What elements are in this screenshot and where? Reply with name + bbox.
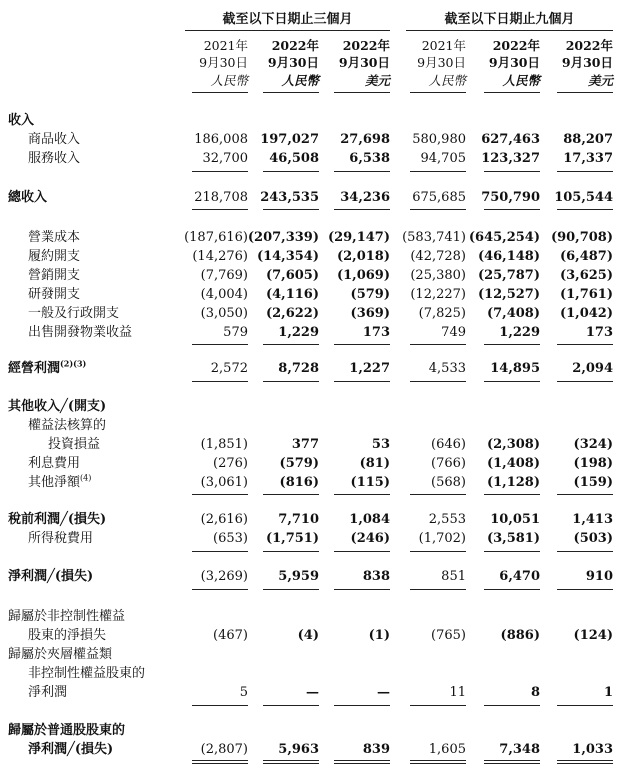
row-label-text: 服務收入	[28, 151, 81, 166]
subtotal-rule	[334, 171, 390, 172]
value-cell: (503)	[573, 531, 613, 546]
value-cell: (7,769)	[200, 268, 248, 283]
row-label-text: 履約開支	[28, 249, 81, 264]
row-label-text: 所得稅費用	[28, 531, 94, 546]
column-header-underline	[410, 92, 466, 93]
row-label-text: 經營利潤	[8, 361, 61, 376]
subtotal-rule	[410, 209, 466, 210]
row-label	[28, 229, 80, 246]
value-cell: (1,042)	[559, 306, 613, 321]
value-cell: 627,463	[481, 132, 540, 147]
value-cell: (766)	[431, 456, 466, 471]
subtotal-rule	[192, 760, 248, 761]
value-cell: (42,728)	[410, 249, 466, 264]
value-cell: (198)	[573, 456, 613, 471]
value-cell: (3,050)	[200, 306, 248, 321]
group-header-three-months: 截至以下日期止三個月	[222, 12, 353, 27]
row-label-text: 淨利潤╱(損失)	[28, 742, 114, 757]
value-cell: (1,702)	[418, 531, 466, 546]
value-cell: (46,148)	[477, 249, 540, 264]
value-cell: (1,408)	[486, 456, 540, 471]
column-header-year: 2022年	[342, 38, 390, 53]
subtotal-rule	[263, 381, 319, 382]
group-header-nine-months: 截至以下日期止九個月	[444, 12, 575, 27]
row-label-text: 其他收入╱(開支)	[8, 399, 107, 414]
subtotal-rule	[263, 589, 319, 590]
subtotal-rule	[557, 171, 613, 172]
subtotal-rule	[334, 209, 390, 210]
row-label-text: 商品收入	[28, 132, 81, 147]
subtotal-rule	[557, 209, 613, 210]
row-label	[28, 131, 80, 148]
column-header-underline	[334, 92, 390, 93]
row-label	[8, 646, 112, 663]
subtotal-rule	[484, 705, 540, 706]
row-label-text: 股東的淨損失	[28, 628, 107, 643]
subtotal-rule	[334, 344, 390, 345]
subtotal-rule	[557, 381, 613, 382]
column-header-currency: 美元	[587, 73, 613, 88]
value-cell: 1,229	[499, 325, 540, 340]
value-cell: (1,069)	[336, 268, 390, 283]
value-cell: 197,027	[260, 132, 319, 147]
subtotal-rule	[263, 551, 319, 552]
subtotal-rule	[192, 494, 248, 495]
value-cell: 173	[362, 325, 390, 340]
row-label-text: 歸屬於非控制性權益	[8, 609, 126, 624]
value-cell: 7,348	[499, 742, 540, 757]
subtotal-rule	[192, 705, 248, 706]
value-cell: (4)	[297, 628, 319, 643]
value-cell: (2,018)	[336, 249, 390, 264]
value-cell: 1,084	[349, 512, 390, 527]
row-label	[48, 436, 100, 453]
subtotal-rule	[484, 551, 540, 552]
value-cell: (324)	[573, 437, 613, 452]
column-header-year: 2022年	[565, 38, 613, 53]
value-cell: 243,535	[260, 190, 319, 205]
value-cell: 5,963	[278, 742, 319, 757]
value-cell: 838	[362, 569, 390, 584]
row-label	[8, 722, 125, 739]
value-cell: (81)	[359, 456, 390, 471]
subtotal-rule	[263, 760, 319, 761]
value-cell: 94,705	[420, 151, 466, 166]
row-label-text: 其他淨額	[28, 475, 81, 490]
value-cell: (7,605)	[265, 268, 319, 283]
row-label-text: 營銷開支	[28, 268, 81, 283]
row-label-text: 總收入	[8, 190, 48, 205]
group-header-nine-months-underline	[406, 30, 613, 31]
value-cell: 750,790	[481, 190, 540, 205]
value-cell: 27,698	[340, 132, 390, 147]
row-label	[28, 455, 80, 472]
value-cell: 1	[603, 685, 613, 700]
value-cell: (1,751)	[265, 531, 319, 546]
column-header-date: 9月30日	[417, 55, 466, 70]
row-label-text: 利息費用	[28, 456, 81, 471]
value-cell: (14,276)	[192, 249, 248, 264]
value-cell: (7,408)	[486, 306, 540, 321]
subtotal-rule	[334, 589, 390, 590]
value-cell: —	[306, 685, 319, 700]
value-cell: 173	[585, 325, 613, 340]
value-cell: (29,147)	[327, 230, 390, 245]
row-label	[28, 530, 93, 547]
column-header-year: 2021年	[421, 38, 466, 53]
value-cell: (3,061)	[200, 475, 248, 490]
value-cell: 105,544	[554, 190, 613, 205]
value-cell: 32,700	[202, 151, 248, 166]
value-cell: (4,004)	[200, 287, 248, 302]
subtotal-rule	[263, 171, 319, 172]
row-label-text: 淨利潤╱(損失)	[8, 569, 94, 584]
subtotal-rule	[557, 763, 613, 764]
column-header-date: 9月30日	[488, 55, 540, 70]
value-cell: 7,710	[278, 512, 319, 527]
value-cell: 839	[362, 742, 390, 757]
value-cell: (12,227)	[410, 287, 466, 302]
row-label	[28, 741, 113, 758]
subtotal-rule	[192, 589, 248, 590]
value-cell: 5,959	[278, 569, 319, 584]
value-cell: (2,308)	[486, 437, 540, 452]
row-label	[8, 112, 34, 129]
value-cell: (653)	[213, 531, 248, 546]
value-cell: —	[377, 685, 390, 700]
subtotal-rule	[484, 763, 540, 764]
column-header-year: 2021年	[203, 38, 248, 53]
value-cell: 2,094	[572, 361, 613, 376]
row-label	[8, 511, 106, 528]
value-cell: (2,622)	[265, 306, 319, 321]
value-cell: 2,553	[428, 512, 466, 527]
footnote-marker: (2)(3)	[60, 358, 87, 369]
row-label-text: 研發開支	[28, 287, 81, 302]
subtotal-rule	[410, 760, 466, 761]
subtotal-rule	[410, 344, 466, 345]
subtotal-rule	[484, 589, 540, 590]
column-header-year: 2022年	[271, 38, 319, 53]
subtotal-rule	[410, 171, 466, 172]
subtotal-rule	[263, 705, 319, 706]
row-label	[28, 474, 91, 491]
row-label-text: 非控制性權益股東的	[28, 666, 146, 681]
group-header-three-months-underline	[185, 30, 390, 31]
subtotal-rule	[410, 589, 466, 590]
row-label-text: 歸屬於普通股股東的	[8, 723, 126, 738]
subtotal-rule	[334, 494, 390, 495]
value-cell: (579)	[279, 456, 319, 471]
column-header-underline	[192, 92, 248, 93]
subtotal-rule	[263, 763, 319, 764]
subtotal-rule	[410, 763, 466, 764]
row-label	[28, 305, 119, 322]
value-cell: 2,572	[210, 361, 248, 376]
subtotal-rule	[557, 494, 613, 495]
value-cell: (159)	[573, 475, 613, 490]
value-cell: (583,741)	[402, 230, 466, 245]
column-header-date: 9月30日	[267, 55, 319, 70]
subtotal-rule	[192, 551, 248, 552]
value-cell: (7,825)	[418, 306, 466, 321]
value-cell: 579	[223, 325, 248, 340]
subtotal-rule	[192, 381, 248, 382]
value-cell: (12,527)	[477, 287, 540, 302]
value-cell: (1)	[368, 628, 390, 643]
column-header-currency: 人民幣	[210, 73, 248, 88]
value-cell: 17,337	[563, 151, 613, 166]
subtotal-rule	[557, 344, 613, 345]
subtotal-rule	[410, 494, 466, 495]
value-cell: (124)	[573, 628, 613, 643]
subtotal-rule	[263, 494, 319, 495]
subtotal-rule	[192, 344, 248, 345]
value-cell: (90,708)	[550, 230, 613, 245]
value-cell: 1,227	[349, 361, 390, 376]
value-cell: (765)	[431, 628, 466, 643]
value-cell: 8,728	[278, 361, 319, 376]
subtotal-rule	[334, 705, 390, 706]
value-cell: (1,761)	[559, 287, 613, 302]
value-cell: 1,605	[428, 742, 466, 757]
value-cell: 675,685	[412, 190, 466, 205]
subtotal-rule	[484, 381, 540, 382]
row-label-text: 收入	[8, 113, 35, 128]
value-cell: 1,413	[572, 512, 613, 527]
column-header-currency: 人民幣	[502, 73, 540, 88]
row-label-text: 歸屬於夾層權益類	[8, 647, 113, 662]
row-label-text: 出售開發物業收益	[28, 325, 133, 340]
subtotal-rule	[192, 209, 248, 210]
value-cell: 186,008	[194, 132, 248, 147]
column-header-underline	[557, 92, 613, 93]
footnote-marker: (4)	[80, 473, 92, 483]
subtotal-rule	[192, 763, 248, 764]
value-cell: (568)	[431, 475, 466, 490]
row-label	[28, 417, 106, 434]
row-label-text: 權益法核算的	[28, 418, 107, 433]
value-cell: 5	[239, 685, 248, 700]
row-label	[8, 360, 86, 377]
value-cell: 46,508	[269, 151, 319, 166]
row-label	[28, 267, 80, 284]
subtotal-rule	[334, 763, 390, 764]
subtotal-rule	[557, 589, 613, 590]
value-cell: (579)	[350, 287, 390, 302]
value-cell: (2,616)	[200, 512, 248, 527]
value-cell: (646)	[431, 437, 466, 452]
row-label	[28, 248, 80, 265]
column-header-currency: 人民幣	[281, 73, 319, 88]
value-cell: (369)	[350, 306, 390, 321]
row-label-text: 一般及行政開支	[28, 306, 120, 321]
value-cell: 4,533	[428, 361, 466, 376]
value-cell: (25,380)	[410, 268, 466, 283]
column-header-currency: 美元	[364, 73, 390, 88]
column-header-date: 9月30日	[338, 55, 390, 70]
subtotal-rule	[334, 551, 390, 552]
value-cell: 377	[291, 437, 319, 452]
value-cell: (1,851)	[200, 437, 248, 452]
row-label-text: 淨利潤	[28, 685, 68, 700]
column-header-underline	[263, 92, 319, 93]
value-cell: (14,354)	[256, 249, 319, 264]
value-cell: (816)	[279, 475, 319, 490]
value-cell: 8	[530, 685, 540, 700]
subtotal-rule	[484, 494, 540, 495]
value-cell: 1,229	[278, 325, 319, 340]
value-cell: (1,128)	[486, 475, 540, 490]
subtotal-rule	[484, 209, 540, 210]
column-header-date: 9月30日	[561, 55, 613, 70]
row-label	[28, 286, 80, 303]
subtotal-rule	[484, 344, 540, 345]
row-label	[8, 608, 125, 625]
row-label-text: 稅前利潤╱(損失)	[8, 512, 107, 527]
value-cell: 11	[449, 685, 466, 700]
value-cell: 749	[441, 325, 466, 340]
subtotal-rule	[484, 171, 540, 172]
value-cell: (276)	[213, 456, 248, 471]
row-label-text: 投資損益	[48, 437, 101, 452]
value-cell: (2,807)	[200, 742, 248, 757]
value-cell: 6,470	[499, 569, 540, 584]
subtotal-rule	[557, 705, 613, 706]
value-cell: (25,787)	[477, 268, 540, 283]
value-cell: 218,708	[194, 190, 248, 205]
value-cell: (3,581)	[486, 531, 540, 546]
value-cell: (886)	[500, 628, 540, 643]
value-cell: 10,051	[490, 512, 540, 527]
row-label	[28, 627, 106, 644]
value-cell: 34,236	[340, 190, 390, 205]
column-header-year: 2022年	[492, 38, 540, 53]
value-cell: (3,625)	[559, 268, 613, 283]
column-header-underline	[484, 92, 540, 93]
row-label	[28, 665, 145, 682]
column-header-currency: 人民幣	[428, 73, 466, 88]
row-label	[28, 684, 67, 701]
value-cell: 1,033	[572, 742, 613, 757]
subtotal-rule	[263, 344, 319, 345]
value-cell: (115)	[350, 475, 390, 490]
value-cell: (645,254)	[468, 230, 540, 245]
subtotal-rule	[263, 209, 319, 210]
subtotal-rule	[557, 760, 613, 761]
subtotal-rule	[192, 171, 248, 172]
value-cell: 910	[585, 569, 613, 584]
value-cell: 53	[371, 437, 390, 452]
row-label	[28, 324, 132, 341]
subtotal-rule	[334, 381, 390, 382]
value-cell: (6,487)	[559, 249, 613, 264]
row-label	[8, 398, 106, 415]
value-cell: (207,339)	[247, 230, 319, 245]
subtotal-rule	[410, 381, 466, 382]
value-cell: 851	[441, 569, 466, 584]
subtotal-rule	[410, 551, 466, 552]
value-cell: 580,980	[412, 132, 466, 147]
value-cell: (3,269)	[200, 569, 248, 584]
row-label-text: 營業成本	[28, 230, 81, 245]
value-cell: 6,538	[349, 151, 390, 166]
value-cell: 88,207	[563, 132, 613, 147]
subtotal-rule	[484, 760, 540, 761]
row-label	[8, 189, 47, 206]
value-cell: (187,616)	[184, 230, 248, 245]
row-label	[8, 568, 93, 585]
value-cell: 123,327	[481, 151, 540, 166]
subtotal-rule	[410, 705, 466, 706]
subtotal-rule	[334, 760, 390, 761]
value-cell: (4,116)	[265, 287, 319, 302]
column-header-date: 9月30日	[199, 55, 248, 70]
row-label	[28, 150, 80, 167]
value-cell: (246)	[350, 531, 390, 546]
subtotal-rule	[557, 551, 613, 552]
value-cell: (467)	[213, 628, 248, 643]
value-cell: 14,895	[490, 361, 540, 376]
